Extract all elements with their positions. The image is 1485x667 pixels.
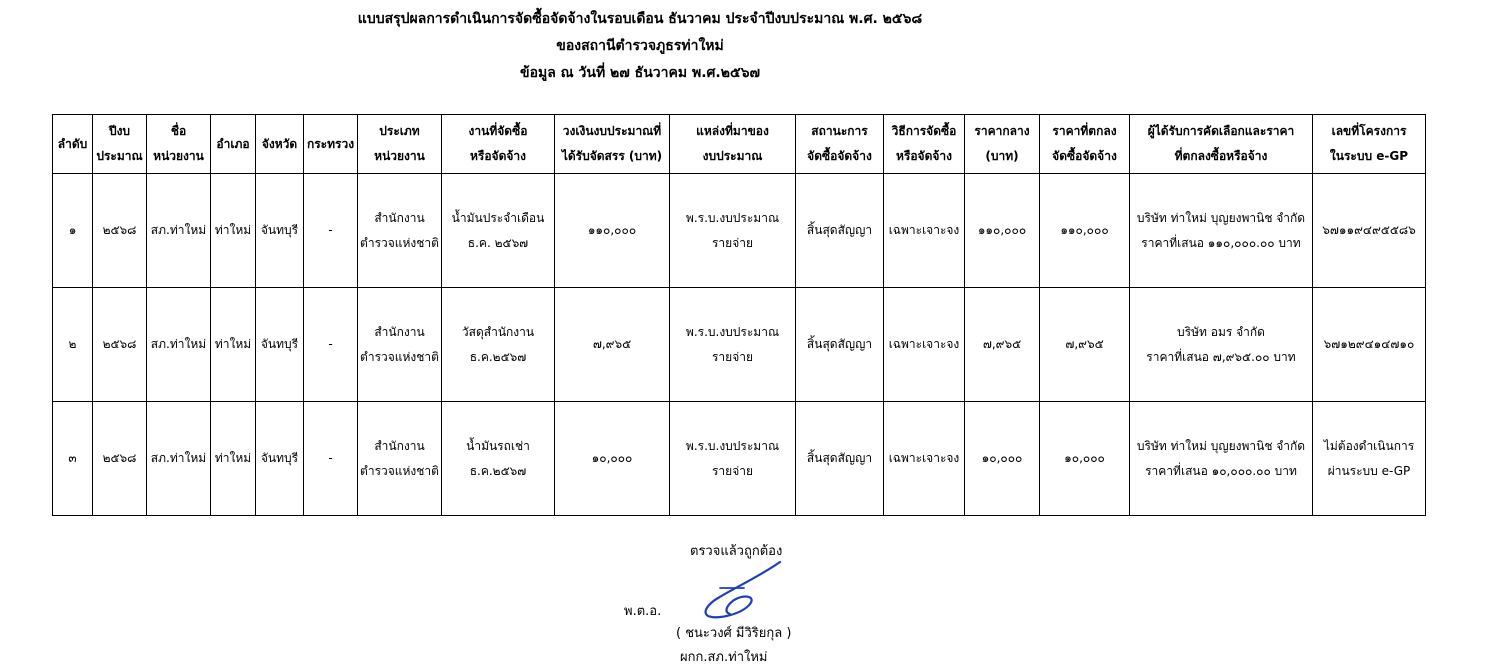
cell-project-no bbox=[1313, 288, 1426, 402]
cell-text: รายจ่าย bbox=[711, 349, 753, 364]
cell-work bbox=[442, 288, 555, 402]
cell-project-no bbox=[1313, 402, 1426, 516]
cell-text: บริษัท ท่าใหม่ บุญยงพานิช จำกัด bbox=[1136, 210, 1306, 225]
header-text: หรือจัดจ้าง bbox=[895, 149, 952, 163]
cell-text: สำนักงาน bbox=[374, 210, 425, 225]
cell-text: ตำรวจแห่งชาติ bbox=[360, 349, 439, 364]
cell-text: พ.ร.บ.งบประมาณ bbox=[685, 324, 780, 339]
header-text: ราคาที่ตกลง bbox=[1052, 124, 1117, 138]
cell-status: สิ้นสุดสัญญา bbox=[796, 288, 884, 402]
header-col-agreed-price bbox=[1040, 115, 1130, 174]
cell-text: ตำรวจแห่งชาติ bbox=[360, 463, 439, 478]
cell-text: พ.ร.บ.งบประมาณ bbox=[685, 438, 780, 453]
title-line-1: แบบสรุปผลการดำเนินการจัดซื้อจัดจ้างในรอบเดือน ธันวาคม ประจำปีงบประมาณ พ.ศ. ๒๕๖๘ bbox=[357, 11, 923, 27]
cell-source bbox=[670, 288, 796, 402]
cell-median-price: ๑๑๐,๐๐๐ bbox=[965, 174, 1040, 288]
header-col-winner bbox=[1130, 115, 1313, 174]
header-text: ได้รับจัดสรร (บาท) bbox=[561, 149, 663, 163]
header-col-status bbox=[796, 115, 884, 174]
cell-no: ๑ bbox=[53, 174, 93, 288]
cell-agency-type bbox=[358, 402, 442, 516]
cell-fiscal-year: ๒๕๖๘ bbox=[93, 288, 147, 402]
cell-no: ๓ bbox=[53, 402, 93, 516]
header-col-district bbox=[211, 115, 256, 174]
cell-winner bbox=[1130, 288, 1313, 402]
cell-province: จันทบุรี bbox=[256, 174, 304, 288]
cell-text: ๖๗๑๑๙๔๙๕๕๘๖ bbox=[1322, 223, 1416, 237]
header-text: ปีงบ bbox=[108, 124, 131, 138]
cell-fiscal-year: ๒๕๖๘ bbox=[93, 402, 147, 516]
cell-project-no bbox=[1313, 174, 1426, 288]
header-text: หน่วยงาน bbox=[153, 149, 204, 163]
cell-province: จันทบุรี bbox=[256, 402, 304, 516]
cell-winner bbox=[1130, 402, 1313, 516]
cell-text: น้ำมันรถเช่า bbox=[466, 438, 530, 453]
header-col-work bbox=[442, 115, 555, 174]
cell-work bbox=[442, 402, 555, 516]
cell-text: ราคาที่เสนอ ๑๑๐,๐๐๐.๐๐ บาท bbox=[1141, 235, 1301, 250]
cell-text: สำนักงาน bbox=[374, 324, 425, 339]
cell-agency: สภ.ท่าใหม่ bbox=[147, 174, 211, 288]
cell-no: ๒ bbox=[53, 288, 93, 402]
cell-text: ธ.ค. ๒๕๖๗ bbox=[467, 235, 529, 250]
cell-text: บริษัท ท่าใหม่ บุญยงพานิช จำกัด bbox=[1136, 438, 1306, 453]
header-col-budget bbox=[555, 115, 670, 174]
header-text: หรือจัดจ้าง bbox=[469, 149, 526, 163]
cell-method: เฉพาะเจาะจง bbox=[884, 174, 965, 288]
cell-ministry: - bbox=[304, 288, 358, 402]
cell-source bbox=[670, 174, 796, 288]
header-col-ministry bbox=[304, 115, 358, 174]
header-col-agency bbox=[147, 115, 211, 174]
cell-budget: ๑๑๐,๐๐๐ bbox=[555, 174, 670, 288]
header-col-method bbox=[884, 115, 965, 174]
header-col-source bbox=[670, 115, 796, 174]
cell-agency: สภ.ท่าใหม่ bbox=[147, 402, 211, 516]
cell-budget: ๗,๙๖๕ bbox=[555, 288, 670, 402]
header-text: เลขที่โครงการ bbox=[1331, 124, 1407, 138]
cell-agreed-price: ๑๑๐,๐๐๐ bbox=[1040, 174, 1130, 288]
header-text: (บาท) bbox=[985, 149, 1019, 163]
cell-text: น้ำมันประจำเดือน bbox=[451, 210, 545, 225]
cell-province: จันทบุรี bbox=[256, 288, 304, 402]
procurement-table bbox=[52, 114, 1426, 516]
cell-text: ธ.ค.๒๕๖๗ bbox=[469, 463, 527, 478]
cell-district: ท่าใหม่ bbox=[211, 288, 256, 402]
header-text: จัดซื้อจัดจ้าง bbox=[807, 149, 872, 163]
verified-label: ตรวจแล้วถูกต้อง bbox=[690, 544, 783, 559]
header-text: วงเงินงบประมาณที่ bbox=[562, 124, 662, 138]
table-body bbox=[53, 174, 1426, 516]
title-line-2: ของสถานีตำรวจภูธรท่าใหม่ bbox=[556, 38, 724, 54]
cell-text: วัสดุสำนักงาน bbox=[461, 324, 535, 339]
header-text: งบประมาณ bbox=[702, 149, 763, 163]
header-col-no bbox=[53, 115, 93, 174]
cell-ministry: - bbox=[304, 174, 358, 288]
cell-agency-type bbox=[358, 288, 442, 402]
cell-winner bbox=[1130, 174, 1313, 288]
handwritten-signature bbox=[700, 558, 790, 622]
cell-text: ตำรวจแห่งชาติ bbox=[360, 235, 439, 250]
header-col-agency-type bbox=[358, 115, 442, 174]
header-text: ในระบบ e-GP bbox=[1329, 149, 1409, 163]
cell-district: ท่าใหม่ bbox=[211, 174, 256, 288]
header-text: งานที่จัดซื้อ bbox=[468, 124, 528, 138]
header-col-project-no bbox=[1313, 115, 1426, 174]
header-text: สถานะการ bbox=[811, 124, 868, 138]
header-text: ประเภท bbox=[379, 124, 420, 138]
cell-text: ธ.ค.๒๕๖๗ bbox=[469, 349, 527, 364]
title-line-3: ข้อมูล ณ วันที่ ๒๗ ธันวาคม พ.ศ.๒๕๖๗ bbox=[520, 65, 760, 81]
header-col-median-price bbox=[965, 115, 1040, 174]
cell-agreed-price: ๗,๙๖๕ bbox=[1040, 288, 1130, 402]
header-text: ที่ตกลงซื้อหรือจ้าง bbox=[1174, 149, 1268, 163]
cell-fiscal-year: ๒๕๖๘ bbox=[93, 174, 147, 288]
cell-agency-type bbox=[358, 174, 442, 288]
header-col-province bbox=[256, 115, 304, 174]
cell-method: เฉพาะเจาะจง bbox=[884, 288, 965, 402]
table-row bbox=[53, 174, 1426, 288]
header-text: หน่วยงาน bbox=[374, 149, 425, 163]
header-col-fiscal-year bbox=[93, 115, 147, 174]
signer-rank: พ.ต.อ. bbox=[624, 604, 662, 619]
signer-name: ( ชนะวงศ์ มีวิริยกุล ) bbox=[676, 626, 792, 641]
cell-text: บริษัท อมร จำกัด bbox=[1177, 324, 1265, 339]
cell-status: สิ้นสุดสัญญา bbox=[796, 402, 884, 516]
cell-budget: ๑๐,๐๐๐ bbox=[555, 402, 670, 516]
header-text: ผู้ได้รับการคัดเลือกและราคา bbox=[1147, 124, 1295, 138]
cell-district: ท่าใหม่ bbox=[211, 402, 256, 516]
header-text: ลำดับ bbox=[57, 136, 88, 151]
header-text: กระทรวง bbox=[306, 136, 355, 151]
header-text: วิธีการจัดซื้อ bbox=[891, 124, 957, 138]
header-text: แหล่งที่มาของ bbox=[696, 124, 769, 138]
cell-text: ๖๗๑๒๙๔๑๔๗๑๐ bbox=[1323, 337, 1415, 351]
cell-median-price: ๑๐,๐๐๐ bbox=[965, 402, 1040, 516]
cell-text: พ.ร.บ.งบประมาณ bbox=[685, 210, 780, 225]
cell-text: สำนักงาน bbox=[374, 438, 425, 453]
header-text: จัดซื้อจัดจ้าง bbox=[1052, 149, 1117, 163]
cell-source bbox=[670, 402, 796, 516]
cell-method: เฉพาะเจาะจง bbox=[884, 402, 965, 516]
cell-agreed-price: ๑๐,๐๐๐ bbox=[1040, 402, 1130, 516]
cell-agency: สภ.ท่าใหม่ bbox=[147, 288, 211, 402]
header-text: จังหวัด bbox=[261, 136, 298, 151]
header-text: อำเภอ bbox=[216, 136, 250, 151]
header-text: ประมาณ bbox=[96, 149, 143, 163]
cell-work bbox=[442, 174, 555, 288]
document-title-block bbox=[0, 6, 1280, 87]
cell-text: ไม่ต้องดำเนินการ bbox=[1323, 438, 1415, 453]
table-row bbox=[53, 402, 1426, 516]
cell-text: รายจ่าย bbox=[711, 463, 753, 478]
cell-text: ราคาที่เสนอ ๑๐,๐๐๐.๐๐ บาท bbox=[1145, 463, 1297, 478]
cell-median-price: ๗,๙๖๕ bbox=[965, 288, 1040, 402]
table-row bbox=[53, 288, 1426, 402]
cell-ministry: - bbox=[304, 402, 358, 516]
header-text: ชื่อ bbox=[170, 124, 187, 138]
cell-status: สิ้นสุดสัญญา bbox=[796, 174, 884, 288]
cell-text: รายจ่าย bbox=[711, 235, 753, 250]
cell-text: ราคาที่เสนอ ๗,๙๖๕.๐๐ บาท bbox=[1146, 349, 1296, 364]
signer-position: ผกก.สภ.ท่าใหม่ bbox=[680, 650, 768, 665]
header-text: ราคากลาง bbox=[974, 124, 1030, 138]
table-header-row bbox=[53, 115, 1426, 174]
cell-text: ผ่านระบบ e-GP bbox=[1327, 463, 1411, 478]
